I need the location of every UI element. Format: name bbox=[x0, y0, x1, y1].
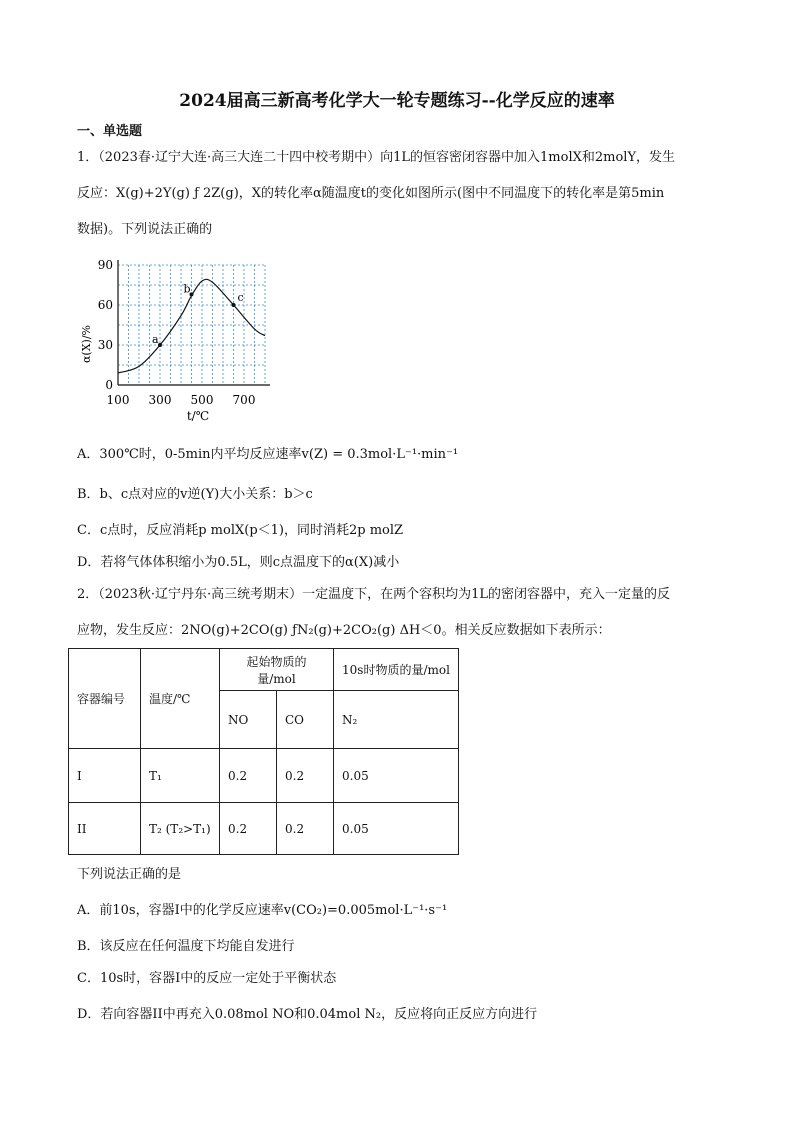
cell-id: I bbox=[69, 749, 141, 803]
header-co: CO bbox=[277, 691, 334, 749]
y-tick-label: 60 bbox=[97, 298, 113, 312]
point-c bbox=[232, 303, 236, 307]
cell-id: II bbox=[69, 803, 141, 855]
header-10s-amount: 10s时物质的量/mol bbox=[334, 649, 459, 691]
q2-option-d: D．若向容器II中再充入0.08mol NO和0.04mol N₂，反应将向正反应方向进行 bbox=[77, 1007, 538, 1022]
q2-line1: 2．（2023秋·辽宁丹东·高三统考期末）一定温度下，在两个容积均为1L的密闭容器中，充入一定量的反 bbox=[77, 587, 671, 602]
cell-co: 0.2 bbox=[277, 803, 334, 855]
x-tick-label: 700 bbox=[232, 393, 256, 407]
point-a bbox=[158, 343, 162, 347]
point-label-c: c bbox=[237, 291, 244, 304]
q1-line2: 反应：X(g)+2Y(g) ƒ 2Z(g)，X的转化率α随温度t的变化如图所示(图中不同温度下的转化率是第5min bbox=[77, 186, 665, 201]
q1-line1: 1．（2023春·辽宁大连·高三大连二十四中校考期中）向1L的恒容密闭容器中加入1molX和2molY，发生 bbox=[77, 150, 676, 165]
table-row bbox=[69, 803, 459, 855]
cell-temp: T₂ (T₂>T₁) bbox=[141, 803, 220, 855]
header-n2: N₂ bbox=[334, 691, 459, 749]
header-temp: 温度/℃ bbox=[141, 649, 220, 749]
q2-prompt: 下列说法正确的是 bbox=[77, 867, 182, 882]
header-no: NO bbox=[220, 691, 277, 749]
table-row bbox=[69, 749, 459, 803]
q1-option-a: A．300℃时，0-5min内平均反应速率v(Z) = 0.3mol·L⁻¹·min⁻¹ bbox=[77, 447, 459, 462]
q2-line2: 应物，发生反应：2NO(g)+2CO(g) ƒN₂(g)+2CO₂(g) ΔH＜0。相关反应数据如下表所示： bbox=[77, 623, 611, 638]
section-heading: 一、单选题 bbox=[77, 124, 143, 139]
conversion-chart bbox=[80, 252, 280, 427]
chart-axes bbox=[118, 260, 270, 385]
chart-grid bbox=[118, 265, 265, 385]
cell-n2: 0.05 bbox=[334, 749, 459, 803]
q1-line3: 数据)。下列说法正确的 bbox=[77, 222, 213, 237]
y-tick-label: 0 bbox=[105, 378, 113, 392]
chart-ylabel: α(X)/% bbox=[80, 324, 93, 364]
q1-option-b: B．b、c点对应的v逆(Y)大小关系：b＞c bbox=[77, 487, 313, 502]
point-label-b: b bbox=[183, 282, 191, 296]
x-tick-label: 100 bbox=[106, 393, 130, 407]
reaction-data-table bbox=[68, 648, 459, 855]
page-title: 2024届高三新高考化学大一轮专题练习--化学反应的速率 bbox=[179, 91, 615, 111]
q2-option-a: A．前10s，容器I中的化学反应速率v(CO₂)=0.005mol·L⁻¹·s⁻¹ bbox=[77, 903, 448, 918]
q2-option-c: C．10s时，容器I中的反应一定处于平衡状态 bbox=[77, 971, 337, 986]
cell-temp: T₁ bbox=[141, 749, 220, 803]
x-tick-label: 300 bbox=[148, 393, 172, 407]
cell-no: 0.2 bbox=[220, 803, 277, 855]
q1-option-d: D．若将气体体积缩小为0.5L，则c点温度下的α(X)减小 bbox=[77, 555, 400, 570]
header-start-amount: 起始物质的量/mol bbox=[220, 649, 334, 691]
x-tick-label: 500 bbox=[190, 393, 214, 407]
cell-co: 0.2 bbox=[277, 749, 334, 803]
header-container: 容器编号 bbox=[69, 649, 141, 749]
cell-n2: 0.05 bbox=[334, 803, 459, 855]
q1-option-c: C．c点时，反应消耗p molX(p＜1)，同时消耗2p molZ bbox=[77, 523, 404, 538]
cell-no: 0.2 bbox=[220, 749, 277, 803]
y-tick-label: 30 bbox=[97, 338, 113, 352]
chart-xlabel: t/℃ bbox=[186, 409, 210, 423]
y-tick-label: 90 bbox=[97, 258, 113, 272]
q2-option-b: B．该反应在任何温度下均能自发进行 bbox=[77, 939, 295, 954]
point-label-a: a bbox=[152, 333, 159, 346]
